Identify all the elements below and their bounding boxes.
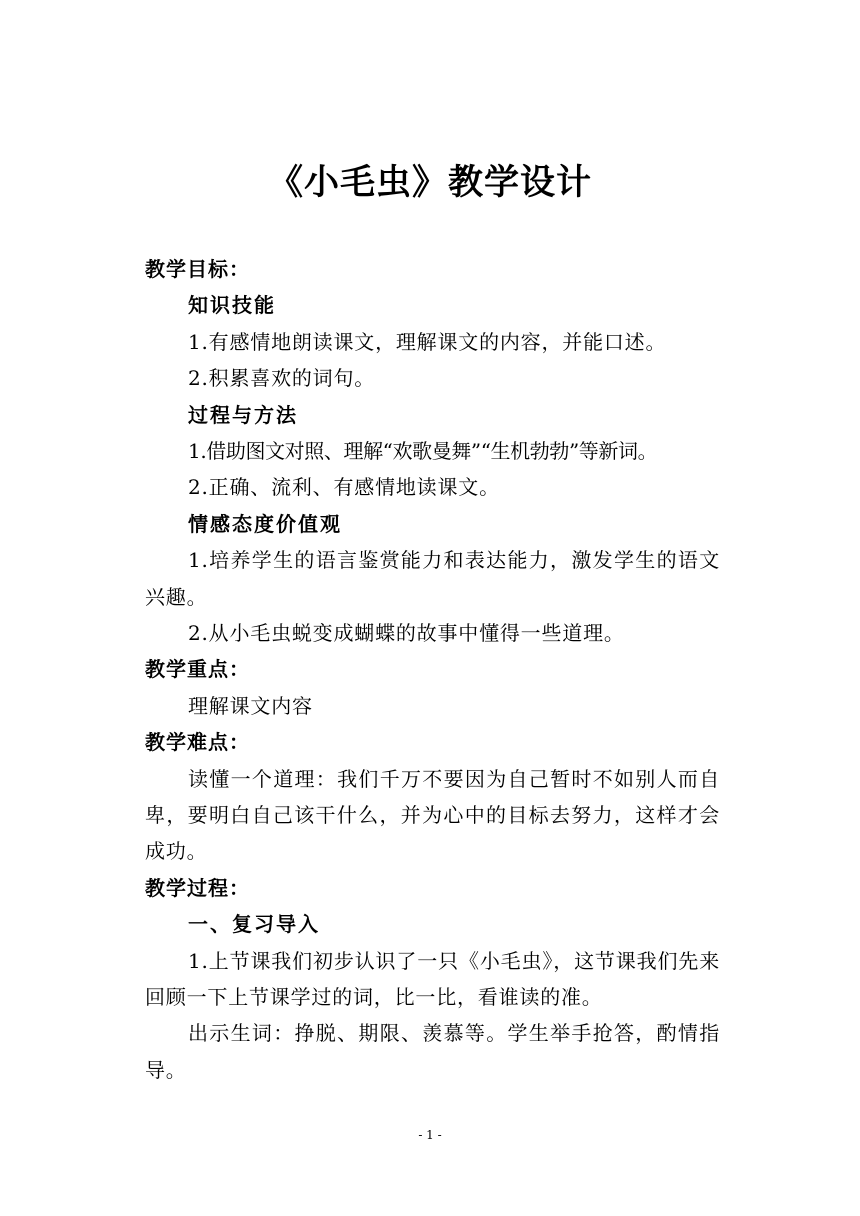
- subheading-process: 过程与方法: [188, 402, 298, 427]
- subheading-step1: 一、复习导入: [188, 912, 320, 937]
- paragraph: 出示生词：挣脱、期限、羡慕等。学生举手抢答，酌情指导。: [145, 1021, 720, 1082]
- list-item: 2.积累喜欢的词句。: [188, 366, 376, 391]
- list-item: 1.有感情地朗读课文，理解课文的内容，并能口述。: [188, 329, 667, 354]
- list-item: 1.借助图文对照、理解“欢歌曼舞”“生机勃勃”等新词。: [188, 438, 658, 463]
- difficulty-text: 读懂一个道理：我们千万不要因为自己暂时不如别人而自卑，要明白自己该干什么，并为心中的目标去努力，这样才会成功。: [145, 766, 720, 864]
- section-heading-process: 教学过程：: [145, 875, 250, 900]
- subheading-emotion: 情感态度价值观: [188, 511, 342, 536]
- list-item: 2.正确、流利、有感情地读课文。: [188, 475, 500, 500]
- document-body: [145, 251, 720, 1088]
- section-heading-objectives: 教学目标：: [145, 257, 250, 281]
- paragraph: 1.上节课我们初步认识了一只《小毛虫》，这节课我们先来回顾一下上节课学过的词，比一比，看谁读的准。: [145, 948, 720, 1009]
- subheading-knowledge: 知识技能: [188, 293, 276, 318]
- section-heading-key-point: 教学重点：: [145, 657, 250, 682]
- list-item: 2.从小毛虫蜕变成蝴蝶的故事中懂得一些道理。: [188, 620, 625, 645]
- list-item: 1.培养学生的语言鉴赏能力和表达能力，激发学生的语文兴趣。: [145, 548, 720, 609]
- page-number: - 1 -: [418, 1128, 442, 1142]
- page-title: 《小毛虫》教学设计: [267, 163, 592, 203]
- section-heading-difficulty: 教学难点：: [145, 730, 250, 755]
- key-point-text: 理解课文内容: [188, 693, 313, 718]
